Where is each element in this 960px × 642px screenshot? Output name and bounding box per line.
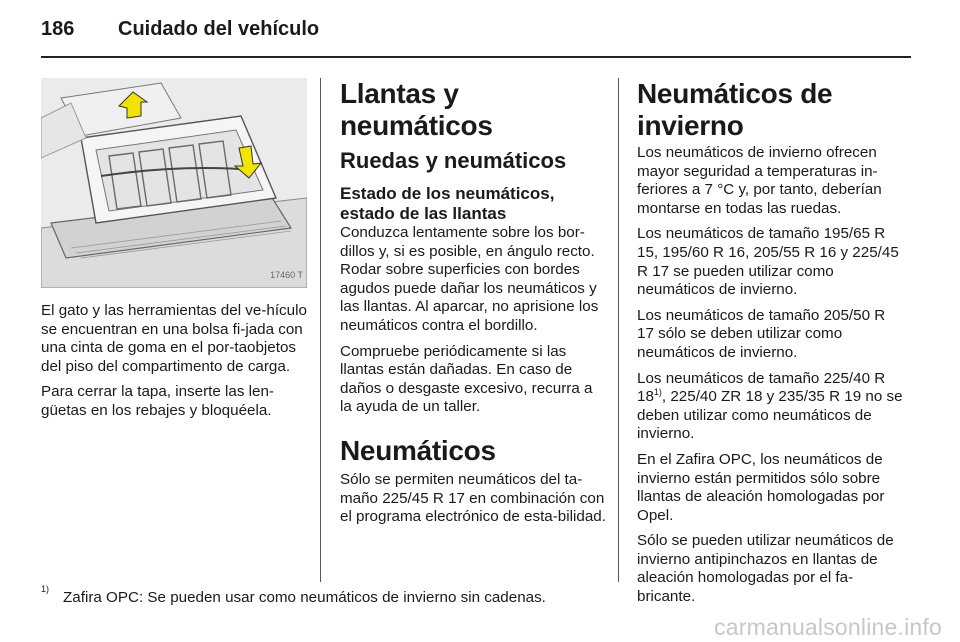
heading-estado: Estado de los neumáticos, estado de las llantas <box>340 184 555 223</box>
heading-llantas-y-neumaticos: Llantas y neumáticos <box>340 78 493 141</box>
column-middle <box>340 78 608 534</box>
paragraph: Los neumáticos de invierno ofrecen mayor seguridad a temperaturas in-feriores a 7 °C y, por tanto, deberían montarse en todas las ruedas. <box>637 144 882 217</box>
paragraph <box>637 370 905 444</box>
paragraph: Conduzca lentamente sobre los bor-dillos y, si es posible, en ángulo recto. Rodar sobre superficies con bordes agudos puede dañar los neumáticos y las llantas. Al aparcar, no aprisione los neumáticos contra el bordillo. <box>340 224 599 334</box>
text-run: , 225/40 ZR 18 y 235/35 R 19 no se deben utilizar como neumáticos de invierno. <box>637 388 903 443</box>
column-left <box>41 78 307 428</box>
paragraph: Los neumáticos de tamaño 205/50 R 17 sólo se deben utilizar como neumáticos de invierno. <box>637 306 886 361</box>
paragraph: Sólo se pueden utilizar neumáticos de invierno antipinchazos en llantas de aleación homologadas por el fa-bricante. <box>637 532 894 606</box>
watermark: carmanualsonline.info <box>714 614 942 640</box>
footnote-ref: 1) <box>653 387 662 398</box>
heading-neumaticos-invierno: Neumáticos de invierno <box>637 78 833 141</box>
column-right <box>637 78 905 614</box>
page-number: 186 <box>41 18 75 40</box>
header-rule <box>41 56 911 58</box>
figure-code: 17460 T <box>270 270 303 281</box>
column-divider <box>320 78 321 582</box>
paragraph: Para cerrar la tapa, inserte las len-güetas en los rebajes y bloquéela. <box>41 383 274 419</box>
cargo-compartment-drawing <box>41 78 307 288</box>
footnote-marker: 1) <box>41 584 50 594</box>
footnote-text: Zafira OPC: Se pueden usar como neumáticos de invierno sin cadenas. <box>63 589 546 607</box>
column-divider <box>618 78 619 582</box>
cargo-floor-illustration <box>41 78 307 288</box>
paragraph: En el Zafira OPC, los neumáticos de invierno están permitidos sólo sobre llantas de aleación homologadas por Opel. <box>637 450 885 524</box>
footnote <box>41 584 911 607</box>
text-run: Los neumáticos de tamaño 225/40 R 18 <box>637 369 886 406</box>
paragraph: Sólo se permiten neumáticos del ta-maño 225/45 R 17 en combinación con el programa electrónico de esta-bilidad. <box>340 470 606 526</box>
section-title: Cuidado del vehículo <box>118 18 320 40</box>
paragraph: El gato y las herramientas del ve-hículo se encuentran en una bolsa fi-jada con una cinta de goma en el por-taobjetos del piso del compartimento de carga. <box>41 302 307 375</box>
page-header <box>41 18 911 48</box>
heading-neumaticos: Neumáticos <box>340 434 496 466</box>
heading-ruedas-y-neumaticos: Ruedas y neumáticos <box>340 148 567 173</box>
paragraph: Compruebe periódicamente si las llantas están dañadas. En caso de daños o desgaste excesivo, recurra a la ayuda de un taller. <box>340 342 593 416</box>
paragraph: Los neumáticos de tamaño 195/65 R 15, 195/60 R 16, 205/55 R 16 y 225/45 R 17 se pueden utilizar como neumáticos de invierno. <box>637 225 899 299</box>
